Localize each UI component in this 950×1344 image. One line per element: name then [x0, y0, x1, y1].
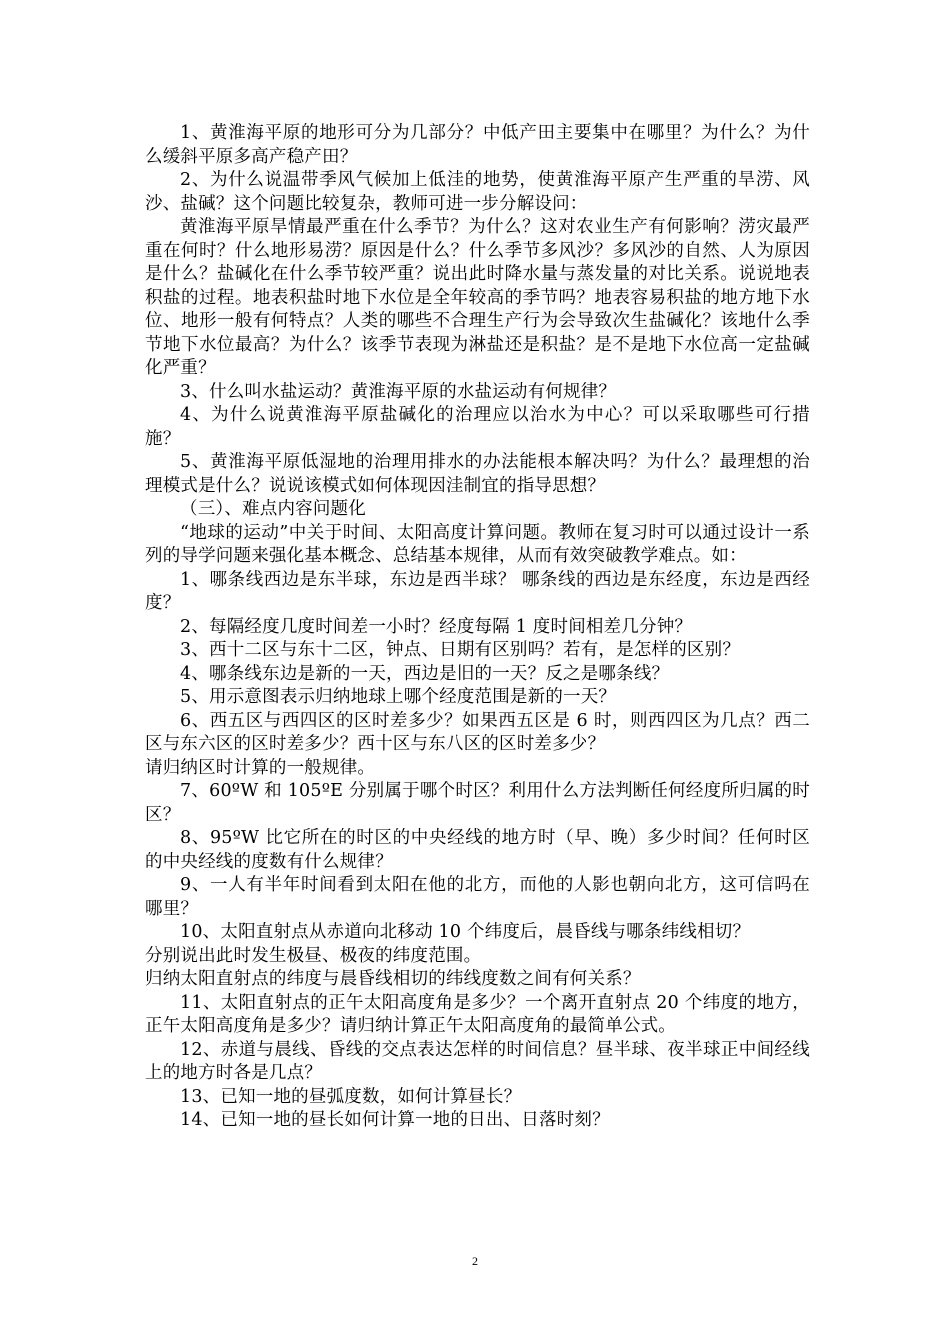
paragraph: 2、为什么说温带季风气候加上低洼的地势，使黄淮海平原产生严重的旱涝、风沙、盐碱？这个问题比较复杂，教师可进一步分解设问：: [145, 170, 810, 214]
paragraph: 6、西五区与西四区的区时差多少？如果西五区是 6 时，则西四区为几点？西二区与东六区的区时差多少？西十区与东八区的区时差多少？: [145, 710, 810, 754]
paragraph: 归纳太阳直射点的纬度与晨昏线相切的纬线度数之间有何关系？: [145, 969, 641, 989]
paragraph: 5、用示意图表示归纳地球上哪个经度范围是新的一天？: [180, 687, 617, 707]
paragraph: （三）、难点内容问题化: [180, 499, 366, 519]
paragraph: 5、黄淮海平原低湿地的治理用排水的办法能根本解决吗？为什么？最理想的治理模式是什么？说说该模式如何体现因洼制宜的指导思想？: [145, 452, 810, 496]
paragraph: “地球的运动”中关于时间、太阳高度计算问题。教师在复习时可以通过设计一系列的导学问题来强化基本概念、总结基本规律，从而有效突破教学难点。如：: [145, 522, 810, 566]
paragraph: 黄淮海平原旱情最严重在什么季节？为什么？这对农业生产有何影响？涝灾最严重在何时？什么地形易涝？原因是什么？什么季节多风沙？多风沙的自然、人为原因是什么？盐碱化在什么季节较严重？说出此时降水量与蒸发量的对比关系。说说地表积盐的过程。地表积盐时地下水位是全年较高的季节吗？地表容易积盐的地方地下水位、地形一般有何特点？人类的哪些不合理生产行为会导致次生盐碱化？该地什么季节地下水位最高？为什么？该季节表现为淋盐还是积盐？是不是地下水位高一定盐碱化严重？: [145, 217, 810, 378]
paragraph: 请归纳区时计算的一般规律。: [145, 757, 376, 778]
paragraph: 12、赤道与晨线、昏线的交点表达怎样的时间信息？昼半球、夜半球正中间经线上的地方时各是几点？: [145, 1039, 810, 1083]
paragraph: 13、已知一地的昼弧度数，如何计算昼长？: [180, 1086, 522, 1107]
paragraph: 分别说出此时发生极昼、极夜的纬度范围。: [145, 945, 482, 966]
paragraph: 11、太阳直射点的正午太阳高度角是多少？一个离开直射点 20 个纬度的地方，正午太阳高度角是多少？请归纳计算正午太阳高度角的最简单公式。: [145, 992, 810, 1036]
paragraph: 9、一人有半年时间看到太阳在他的北方，而他的人影也朝向北方，这可信吗在哪里？: [145, 875, 810, 919]
document-body: [145, 122, 810, 1133]
paragraph: 7、60ºW 和 105ºE 分别属于哪个时区？利用什么方法判断任何经度所归属的时区？: [145, 781, 810, 825]
paragraph: 3、西十二区与东十二区，钟点、日期有区别吗？若有，是怎样的区别？: [180, 640, 741, 660]
paragraph: 1、哪条线西边是东半球，东边是西半球？ 哪条线的西边是东经度，东边是西经度？: [145, 569, 810, 613]
paragraph: 14、已知一地的昼长如何计算一地的日出、日落时刻？: [180, 1110, 610, 1130]
paragraph: 3、什么叫水盐运动？黄淮海平原的水盐运动有何规律？: [180, 381, 617, 402]
paragraph: 2、每隔经度几度时间差一小时？经度每隔 1 度时间相差几分钟？: [180, 616, 693, 637]
page-number: 2: [472, 1254, 478, 1268]
paragraph: 4、为什么说黄淮海平原盐碱化的治理应以治水为中心？可以采取哪些可行措施？: [145, 405, 810, 449]
paragraph: 1、黄淮海平原的地形可分为几部分？中低产田主要集中在哪里？为什么？为什么缓斜平原多高产稳产田？: [145, 123, 810, 167]
paragraph: 8、95ºW 比它所在的时区的中央经线的地方时（早、晚）多少时间？任何时区的中央经线的度数有什么规律？: [145, 828, 810, 872]
paragraph: 4、哪条线东边是新的一天，西边是旧的一天？反之是哪条线？: [180, 663, 670, 684]
paragraph: 10、太阳直射点从赤道向北移动 10 个纬度后，晨昏线与哪条纬线相切？: [180, 922, 751, 942]
